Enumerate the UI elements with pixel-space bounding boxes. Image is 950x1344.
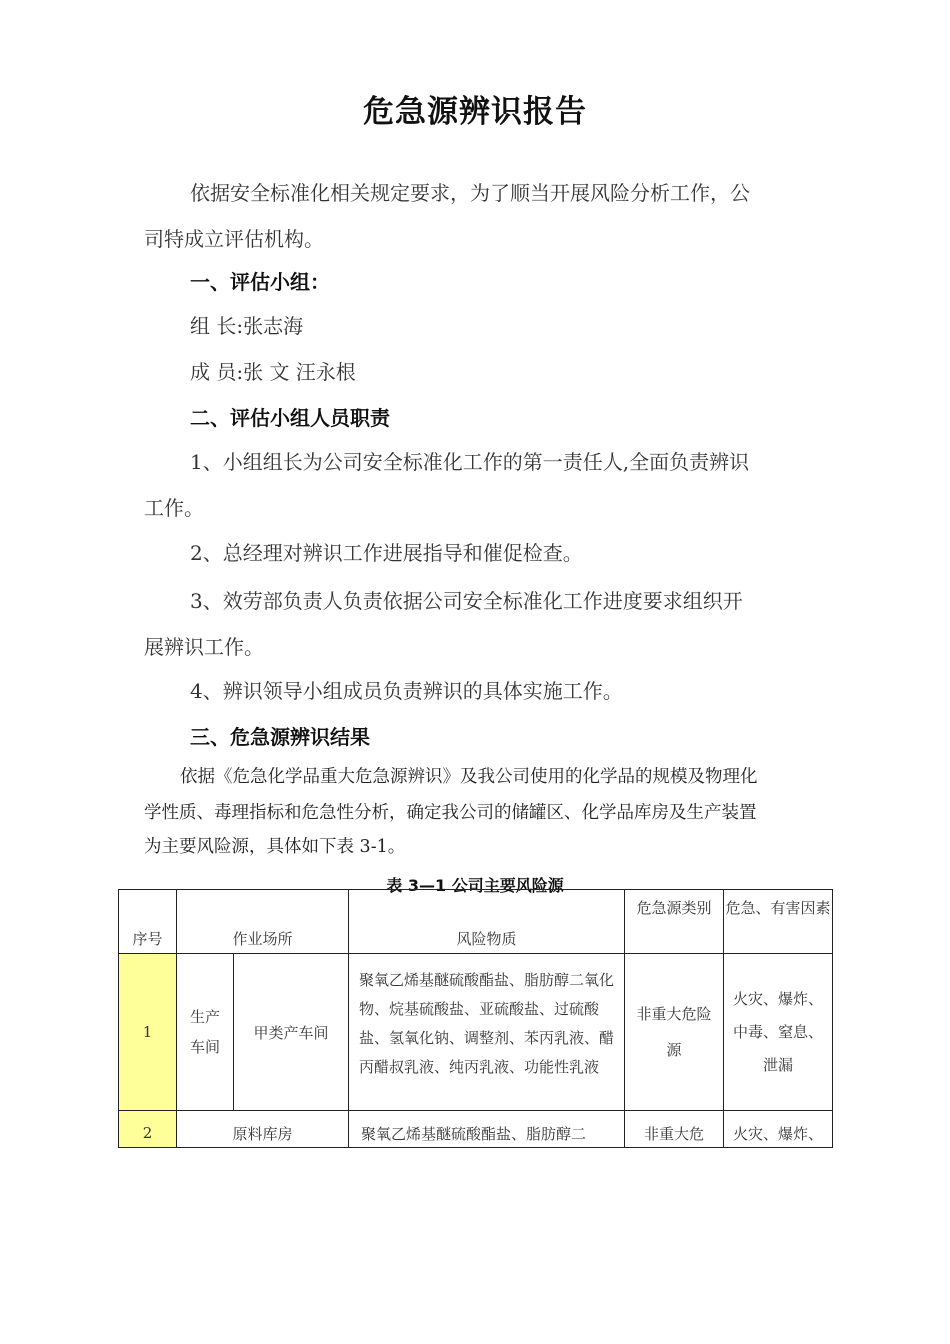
- row-1-seq: 1: [119, 954, 177, 1111]
- duty-3-line-1: 3、效劳部负责人负责依据公司安全标准化工作进度要求组织开: [190, 589, 743, 613]
- duty-2: 2、总经理对辨识工作进展指导和催促检查。: [190, 541, 583, 565]
- row-1-workshop: 生产车间: [177, 954, 234, 1111]
- row-2-seq: 2: [119, 1111, 177, 1148]
- intro-line-1: 依据安全标准化相关规定要求，为了顺当开展风险分析工作，公: [190, 181, 750, 205]
- intro-line-2: 司特成立评估机构。: [144, 227, 324, 251]
- duty-1-line-2: 工作。: [144, 496, 204, 520]
- row-1-material: 聚氧乙烯基醚硫酸酯盐、脂肪醇二氧化物、烷基硫酸盐、亚硫酸盐、过硫酸盐、氢氧化钠、调整剂、苯丙乳液、醋丙醋叔乳液、纯丙乳液、功能性乳液: [349, 954, 625, 1111]
- group-members: 成 员:张 文 汪永根: [190, 360, 356, 384]
- row-2-site: 原料库房: [177, 1111, 349, 1148]
- header-factor: 危急、有害因素: [724, 890, 833, 954]
- header-seq: 序号: [119, 890, 177, 954]
- header-material: 风险物质: [349, 890, 625, 954]
- header-site: 作业场所: [177, 890, 349, 954]
- duty-1-line-1: 1、小组组长为公司安全标准化工作的第一责任人,全面负责辨识: [190, 450, 750, 474]
- section-1-heading: 一、评估小组：: [190, 270, 330, 294]
- result-line-2: 学性质、毒理指标和危急性分析，确定我公司的储罐区、化学品库房及生产装置: [144, 803, 757, 823]
- result-line-1: 依据《危急化学品重大危急源辨识》及我公司使用的化学品的规模及物理化: [180, 767, 758, 787]
- result-line-3: 为主要风险源，具体如下表 3-1。: [144, 837, 406, 857]
- table-row: [119, 954, 833, 1111]
- row-1-category: 非重大危险源: [625, 954, 724, 1111]
- table-caption: 表 3—1 公司主要风险源: [386, 876, 564, 895]
- section-3-heading: 三、危急源辨识结果: [190, 725, 370, 749]
- page-title: 危急源辨识报告: [363, 94, 587, 130]
- row-2-category: 非重大危: [625, 1111, 724, 1148]
- row-2-material: 聚氧乙烯基醚硫酸酯盐、脂肪醇二: [349, 1111, 625, 1148]
- group-leader: 组 长:张志海: [190, 314, 304, 338]
- duty-4: 4、辨识领导小组成员负责辨识的具体实施工作。: [190, 679, 623, 703]
- duty-3-line-2: 展辨识工作。: [144, 635, 264, 659]
- row-1-site: 甲类产车间: [234, 954, 349, 1111]
- risk-source-table: [118, 889, 833, 1148]
- row-2-factor: 火灾、爆炸、: [724, 1111, 833, 1148]
- row-1-factor: 火灾、爆炸、中毒、窒息、泄漏: [724, 954, 833, 1111]
- header-category: 危急源类别: [625, 890, 724, 954]
- section-2-heading: 二、评估小组人员职责: [190, 406, 390, 430]
- table-row: [119, 1111, 833, 1148]
- table-header-row: [119, 890, 833, 954]
